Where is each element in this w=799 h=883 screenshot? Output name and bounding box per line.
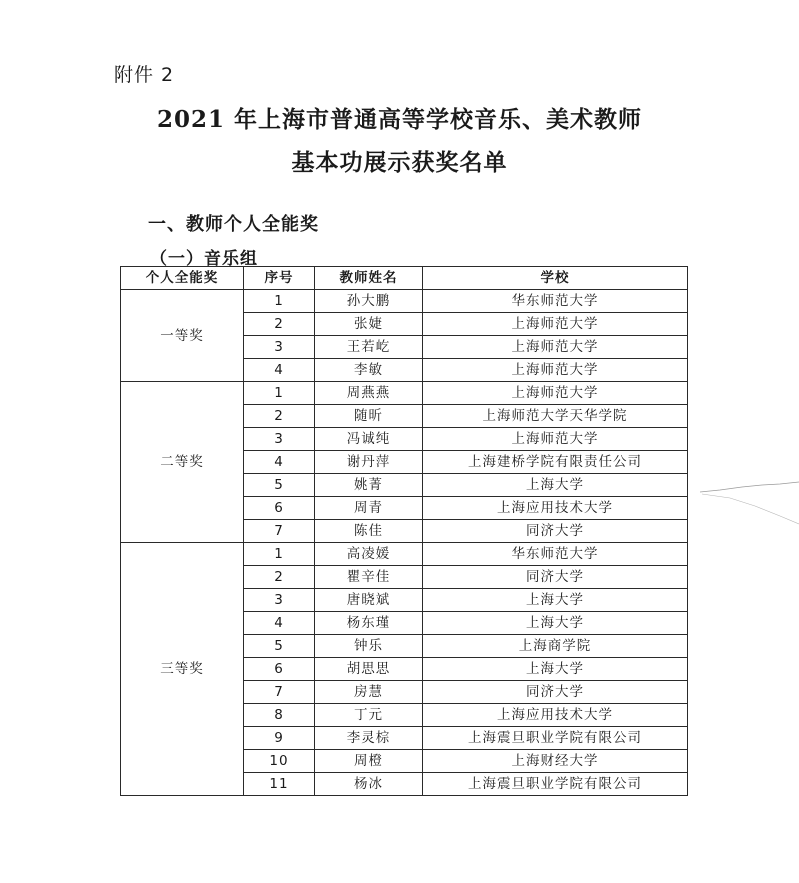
school-cell: 上海应用技术大学 xyxy=(423,704,688,727)
table-row xyxy=(121,543,688,566)
school-cell: 上海大学 xyxy=(423,589,688,612)
number-cell: 3 xyxy=(244,336,315,359)
teacher-name-cell: 杨东瑾 xyxy=(315,612,423,635)
award-level-cell: 三等奖 xyxy=(121,543,244,796)
number-cell: 7 xyxy=(244,681,315,704)
group-heading: （一）音乐组 xyxy=(150,249,258,269)
teacher-name-cell: 唐晓斌 xyxy=(315,589,423,612)
teacher-name-cell: 周燕燕 xyxy=(315,382,423,405)
school-cell: 上海师范大学 xyxy=(423,336,688,359)
school-cell: 上海震旦职业学院有限公司 xyxy=(423,727,688,750)
teacher-name-cell: 瞿辛佳 xyxy=(315,566,423,589)
attachment-label: 附件 2 xyxy=(114,64,175,86)
document-title-line-2: 基本功展示获奖名单 xyxy=(291,149,508,176)
number-cell: 1 xyxy=(244,290,315,313)
teacher-name-cell: 胡思思 xyxy=(315,658,423,681)
award-level-cell: 一等奖 xyxy=(121,290,244,382)
number-cell: 5 xyxy=(244,474,315,497)
teacher-name-cell: 杨冰 xyxy=(315,773,423,796)
number-cell: 1 xyxy=(244,543,315,566)
teacher-name-cell: 随昕 xyxy=(315,405,423,428)
school-cell: 上海震旦职业学院有限公司 xyxy=(423,773,688,796)
school-cell: 上海师范大学 xyxy=(423,359,688,382)
number-cell: 4 xyxy=(244,451,315,474)
award-level-cell: 二等奖 xyxy=(121,382,244,543)
number-cell: 4 xyxy=(244,612,315,635)
school-cell: 同济大学 xyxy=(423,520,688,543)
teacher-name-cell: 李敏 xyxy=(315,359,423,382)
teacher-name-cell: 陈佳 xyxy=(315,520,423,543)
teacher-name-cell: 钟乐 xyxy=(315,635,423,658)
school-cell: 上海建桥学院有限责任公司 xyxy=(423,451,688,474)
document-title-line-1: 2021 年上海市普通高等学校音乐、美术教师 xyxy=(156,106,643,133)
teacher-name-cell: 丁元 xyxy=(315,704,423,727)
teacher-name-cell: 王若屹 xyxy=(315,336,423,359)
teacher-name-cell: 房慧 xyxy=(315,681,423,704)
number-cell: 8 xyxy=(244,704,315,727)
teacher-name-cell: 孙大鹏 xyxy=(315,290,423,313)
school-cell: 上海师范大学 xyxy=(423,313,688,336)
number-cell: 2 xyxy=(244,313,315,336)
table-header-row xyxy=(121,267,688,290)
number-cell: 3 xyxy=(244,428,315,451)
number-cell: 4 xyxy=(244,359,315,382)
number-cell: 9 xyxy=(244,727,315,750)
teacher-name-cell: 李灵棕 xyxy=(315,727,423,750)
number-cell: 7 xyxy=(244,520,315,543)
school-cell: 上海大学 xyxy=(423,612,688,635)
school-cell: 华东师范大学 xyxy=(423,290,688,313)
school-cell: 同济大学 xyxy=(423,566,688,589)
school-cell: 上海财经大学 xyxy=(423,750,688,773)
teacher-name-cell: 张婕 xyxy=(315,313,423,336)
school-cell: 华东师范大学 xyxy=(423,543,688,566)
table-body xyxy=(121,290,688,796)
school-cell: 上海应用技术大学 xyxy=(423,497,688,520)
teacher-name-cell: 周橙 xyxy=(315,750,423,773)
header-school: 学校 xyxy=(423,267,688,290)
header-number: 序号 xyxy=(244,267,315,290)
school-cell: 上海师范大学天华学院 xyxy=(423,405,688,428)
number-cell: 2 xyxy=(244,405,315,428)
number-cell: 6 xyxy=(244,658,315,681)
number-cell: 3 xyxy=(244,589,315,612)
number-cell: 6 xyxy=(244,497,315,520)
table-row xyxy=(121,382,688,405)
school-cell: 上海师范大学 xyxy=(423,382,688,405)
school-cell: 上海大学 xyxy=(423,474,688,497)
awards-table xyxy=(120,266,688,796)
paper-crease xyxy=(700,440,799,560)
number-cell: 10 xyxy=(244,750,315,773)
number-cell: 5 xyxy=(244,635,315,658)
school-cell: 上海商学院 xyxy=(423,635,688,658)
header-award-level: 个人全能奖 xyxy=(121,267,244,290)
school-cell: 同济大学 xyxy=(423,681,688,704)
header-teacher-name: 教师姓名 xyxy=(315,267,423,290)
section-heading: 一、教师个人全能奖 xyxy=(148,214,319,235)
teacher-name-cell: 周青 xyxy=(315,497,423,520)
number-cell: 2 xyxy=(244,566,315,589)
table-row xyxy=(121,290,688,313)
school-cell: 上海大学 xyxy=(423,658,688,681)
teacher-name-cell: 高凌媛 xyxy=(315,543,423,566)
teacher-name-cell: 姚菁 xyxy=(315,474,423,497)
number-cell: 11 xyxy=(244,773,315,796)
teacher-name-cell: 谢丹萍 xyxy=(315,451,423,474)
number-cell: 1 xyxy=(244,382,315,405)
teacher-name-cell: 冯诚纯 xyxy=(315,428,423,451)
school-cell: 上海师范大学 xyxy=(423,428,688,451)
